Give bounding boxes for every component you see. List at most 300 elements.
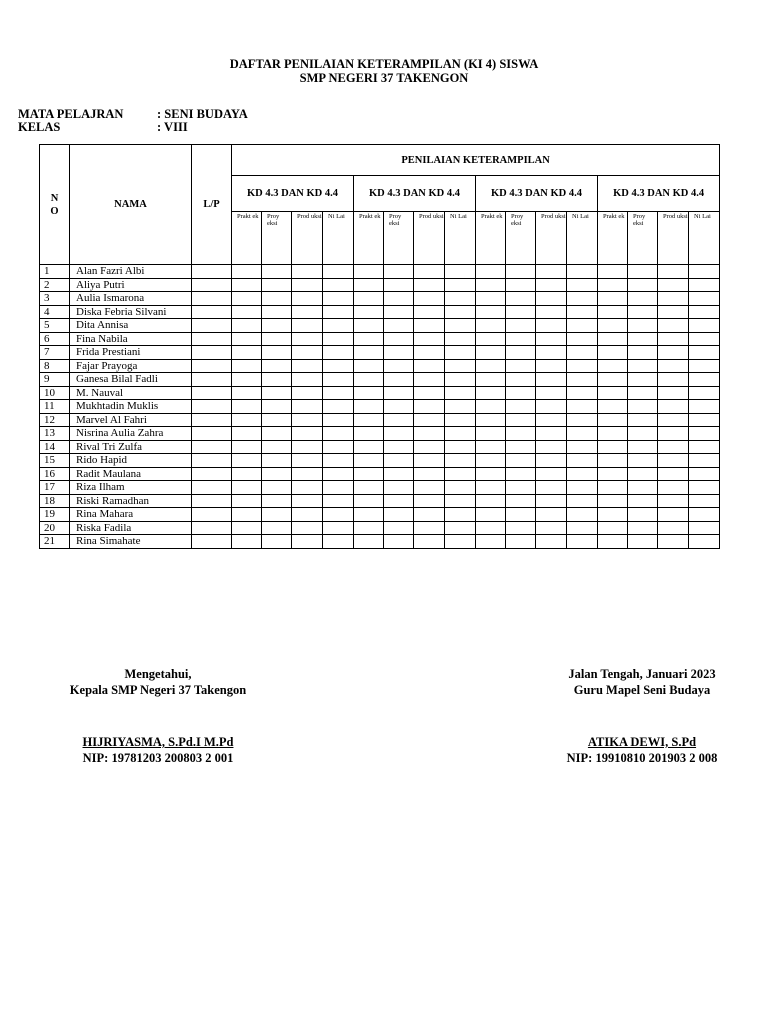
score-cell	[292, 332, 323, 346]
score-cell	[689, 386, 720, 400]
score-cell	[262, 265, 292, 279]
score-cell	[384, 305, 414, 319]
score-cell	[414, 359, 445, 373]
score-cell	[323, 494, 354, 508]
sub-column-header: Proy eksi	[262, 212, 292, 265]
right-signer-name: ATIKA DEWI, S.Pd	[587, 735, 697, 749]
score-cell	[567, 440, 598, 454]
score-cell	[232, 386, 262, 400]
score-cell	[445, 427, 476, 441]
table-row	[40, 292, 720, 306]
score-cell	[262, 319, 292, 333]
score-cell	[292, 373, 323, 387]
student-name: Aliya Putri	[70, 278, 192, 292]
score-cell	[292, 454, 323, 468]
score-cell	[445, 346, 476, 360]
score-cell	[414, 467, 445, 481]
score-cell	[445, 400, 476, 414]
score-cell	[354, 413, 384, 427]
student-name: Marvel Al Fahri	[70, 413, 192, 427]
score-cell	[323, 265, 354, 279]
signature-left	[58, 666, 258, 766]
score-cell	[232, 427, 262, 441]
score-cell	[323, 481, 354, 495]
gender-cell	[192, 494, 232, 508]
score-cell	[476, 413, 506, 427]
table-row	[40, 265, 720, 279]
score-cell	[232, 440, 262, 454]
score-cell	[567, 400, 598, 414]
score-cell	[567, 413, 598, 427]
score-cell	[689, 278, 720, 292]
score-cell	[292, 292, 323, 306]
score-cell	[354, 467, 384, 481]
score-cell	[354, 332, 384, 346]
table-row	[40, 494, 720, 508]
student-number: 12	[40, 413, 70, 427]
score-cell	[232, 508, 262, 522]
score-cell	[292, 265, 323, 279]
score-cell	[323, 400, 354, 414]
score-cell	[689, 346, 720, 360]
sub-column-header: Prod uksi	[414, 212, 445, 265]
score-cell	[628, 292, 658, 306]
score-cell	[536, 346, 567, 360]
score-cell	[689, 521, 720, 535]
score-cell	[445, 265, 476, 279]
score-cell	[506, 467, 536, 481]
score-cell	[354, 346, 384, 360]
score-cell	[658, 440, 689, 454]
score-cell	[354, 454, 384, 468]
score-cell	[292, 319, 323, 333]
score-cell	[414, 521, 445, 535]
score-cell	[414, 494, 445, 508]
student-rows	[40, 265, 720, 549]
score-cell	[628, 332, 658, 346]
score-cell	[598, 427, 628, 441]
score-cell	[232, 481, 262, 495]
score-cell	[384, 413, 414, 427]
score-cell	[354, 427, 384, 441]
score-cell	[689, 494, 720, 508]
score-cell	[476, 521, 506, 535]
score-cell	[384, 319, 414, 333]
score-cell	[506, 427, 536, 441]
score-cell	[536, 467, 567, 481]
sub-column-header: Prod uksi	[292, 212, 323, 265]
student-name: Rina Simahate	[70, 535, 192, 549]
student-number: 6	[40, 332, 70, 346]
score-cell	[536, 481, 567, 495]
score-cell	[536, 521, 567, 535]
score-cell	[262, 386, 292, 400]
score-cell	[598, 440, 628, 454]
score-cell	[414, 413, 445, 427]
score-cell	[658, 292, 689, 306]
sub-column-header: Prakt ek	[598, 212, 628, 265]
gender-cell	[192, 346, 232, 360]
class-info	[18, 120, 188, 134]
score-cell	[232, 346, 262, 360]
score-cell	[658, 373, 689, 387]
score-cell	[232, 278, 262, 292]
score-cell	[292, 386, 323, 400]
score-cell	[506, 292, 536, 306]
score-cell	[689, 427, 720, 441]
score-cell	[567, 454, 598, 468]
score-cell	[598, 481, 628, 495]
score-cell	[567, 373, 598, 387]
score-cell	[414, 481, 445, 495]
score-cell	[354, 481, 384, 495]
score-cell	[323, 413, 354, 427]
student-number: 10	[40, 386, 70, 400]
score-cell	[292, 359, 323, 373]
kd-group-header: KD 4.3 DAN KD 4.4	[354, 176, 476, 212]
score-cell	[476, 440, 506, 454]
score-cell	[384, 373, 414, 387]
score-cell	[628, 413, 658, 427]
student-number: 1	[40, 265, 70, 279]
gender-cell	[192, 386, 232, 400]
score-cell	[323, 373, 354, 387]
gender-cell	[192, 454, 232, 468]
score-cell	[658, 359, 689, 373]
score-cell	[354, 265, 384, 279]
score-cell	[262, 454, 292, 468]
sub-column-header: Prakt ek	[476, 212, 506, 265]
class-value: : VIII	[157, 120, 188, 134]
score-cell	[658, 454, 689, 468]
score-cell	[658, 278, 689, 292]
score-cell	[354, 440, 384, 454]
score-cell	[414, 292, 445, 306]
score-cell	[323, 454, 354, 468]
score-cell	[292, 508, 323, 522]
subject-value: : SENI BUDAYA	[157, 107, 248, 121]
score-cell	[384, 427, 414, 441]
score-cell	[567, 305, 598, 319]
table-header	[40, 145, 720, 265]
score-cell	[598, 265, 628, 279]
score-cell	[689, 332, 720, 346]
score-cell	[232, 400, 262, 414]
score-cell	[445, 319, 476, 333]
score-cell	[536, 494, 567, 508]
score-cell	[628, 535, 658, 549]
score-cell	[384, 265, 414, 279]
score-cell	[232, 319, 262, 333]
score-cell	[536, 440, 567, 454]
score-cell	[384, 535, 414, 549]
table-row	[40, 400, 720, 414]
gender-cell	[192, 467, 232, 481]
score-cell	[323, 508, 354, 522]
score-cell	[506, 521, 536, 535]
sub-column-header: Ni Lai	[689, 212, 720, 265]
table-row	[40, 278, 720, 292]
score-cell	[262, 467, 292, 481]
score-cell	[445, 508, 476, 522]
gender-cell	[192, 400, 232, 414]
score-cell	[476, 305, 506, 319]
right-line2: Guru Mapel Seni Budaya	[573, 683, 711, 697]
score-cell	[628, 481, 658, 495]
score-cell	[506, 386, 536, 400]
score-cell	[232, 521, 262, 535]
score-cell	[628, 346, 658, 360]
score-cell	[262, 278, 292, 292]
score-cell	[628, 467, 658, 481]
score-cell	[689, 508, 720, 522]
score-cell	[445, 467, 476, 481]
gender-cell	[192, 373, 232, 387]
score-cell	[384, 332, 414, 346]
score-cell	[628, 305, 658, 319]
score-cell	[445, 332, 476, 346]
score-cell	[354, 359, 384, 373]
student-name: Dita Annisa	[70, 319, 192, 333]
left-line2: Kepala SMP Negeri 37 Takengon	[69, 683, 247, 697]
score-cell	[628, 319, 658, 333]
score-cell	[445, 521, 476, 535]
score-cell	[567, 467, 598, 481]
score-cell	[323, 292, 354, 306]
score-cell	[292, 440, 323, 454]
score-cell	[689, 481, 720, 495]
score-cell	[567, 521, 598, 535]
score-cell	[598, 535, 628, 549]
score-cell	[506, 332, 536, 346]
score-cell	[354, 373, 384, 387]
score-cell	[445, 481, 476, 495]
score-cell	[658, 521, 689, 535]
score-cell	[292, 494, 323, 508]
score-cell	[506, 373, 536, 387]
student-name: Diska Febria Silvani	[70, 305, 192, 319]
signature-right	[552, 666, 732, 766]
score-cell	[323, 427, 354, 441]
table-row	[40, 454, 720, 468]
gender-cell	[192, 427, 232, 441]
score-cell	[476, 265, 506, 279]
score-cell	[536, 454, 567, 468]
score-cell	[476, 346, 506, 360]
score-cell	[384, 508, 414, 522]
score-cell	[262, 346, 292, 360]
left-signer-name: HIJRIYASMA, S.Pd.I M.Pd	[82, 735, 234, 749]
score-cell	[384, 494, 414, 508]
score-cell	[536, 319, 567, 333]
score-cell	[414, 319, 445, 333]
score-cell	[262, 440, 292, 454]
student-number: 7	[40, 346, 70, 360]
table-row	[40, 508, 720, 522]
sub-column-header: Prakt ek	[232, 212, 262, 265]
score-cell	[323, 440, 354, 454]
score-cell	[445, 440, 476, 454]
score-cell	[567, 508, 598, 522]
score-cell	[445, 359, 476, 373]
score-cell	[232, 413, 262, 427]
gender-cell	[192, 305, 232, 319]
score-cell	[506, 508, 536, 522]
score-cell	[445, 278, 476, 292]
score-cell	[506, 413, 536, 427]
student-name: Riska Fadila	[70, 521, 192, 535]
score-cell	[689, 359, 720, 373]
score-cell	[262, 332, 292, 346]
score-cell	[628, 427, 658, 441]
student-name: Alan Fazri Albi	[70, 265, 192, 279]
score-cell	[232, 467, 262, 481]
score-cell	[414, 346, 445, 360]
score-cell	[262, 521, 292, 535]
score-cell	[598, 400, 628, 414]
score-cell	[506, 440, 536, 454]
score-cell	[689, 400, 720, 414]
score-cell	[445, 373, 476, 387]
score-cell	[262, 494, 292, 508]
score-cell	[232, 454, 262, 468]
score-cell	[384, 521, 414, 535]
score-cell	[689, 454, 720, 468]
score-cell	[414, 454, 445, 468]
score-cell	[476, 400, 506, 414]
score-cell	[536, 332, 567, 346]
score-cell	[658, 467, 689, 481]
score-cell	[689, 467, 720, 481]
student-name: Fajar Prayoga	[70, 359, 192, 373]
score-cell	[506, 346, 536, 360]
score-cell	[689, 413, 720, 427]
score-cell	[536, 359, 567, 373]
score-cell	[689, 535, 720, 549]
subject-info	[18, 107, 248, 121]
sub-column-header: Proy eksi	[628, 212, 658, 265]
student-number: 11	[40, 400, 70, 414]
kd-group-header: KD 4.3 DAN KD 4.4	[598, 176, 720, 212]
score-cell	[414, 400, 445, 414]
score-cell	[414, 373, 445, 387]
score-cell	[536, 305, 567, 319]
score-cell	[384, 346, 414, 360]
gender-cell	[192, 332, 232, 346]
score-cell	[384, 292, 414, 306]
score-cell	[536, 427, 567, 441]
score-cell	[476, 467, 506, 481]
score-cell	[476, 373, 506, 387]
score-cell	[292, 427, 323, 441]
score-cell	[354, 400, 384, 414]
score-cell	[658, 508, 689, 522]
score-cell	[506, 535, 536, 549]
score-cell	[658, 386, 689, 400]
gender-cell	[192, 481, 232, 495]
score-cell	[292, 467, 323, 481]
header-name: NAMA	[70, 145, 192, 265]
score-cell	[414, 535, 445, 549]
left-line1: Mengetahui,	[124, 667, 192, 681]
score-cell	[567, 346, 598, 360]
sub-column-header: Ni Lai	[445, 212, 476, 265]
score-cell	[598, 305, 628, 319]
score-cell	[414, 427, 445, 441]
gender-cell	[192, 319, 232, 333]
table-row	[40, 481, 720, 495]
gender-cell	[192, 292, 232, 306]
sub-column-header: Prod uksi	[536, 212, 567, 265]
score-cell	[506, 481, 536, 495]
score-cell	[262, 481, 292, 495]
sub-column-header: Prakt ek	[354, 212, 384, 265]
student-name: Radit Maulana	[70, 467, 192, 481]
table-row	[40, 319, 720, 333]
student-name: Rival Tri Zulfa	[70, 440, 192, 454]
score-cell	[445, 386, 476, 400]
score-cell	[628, 494, 658, 508]
gender-cell	[192, 265, 232, 279]
score-cell	[658, 265, 689, 279]
score-cell	[414, 440, 445, 454]
score-cell	[598, 373, 628, 387]
score-cell	[232, 494, 262, 508]
score-cell	[292, 346, 323, 360]
score-cell	[689, 292, 720, 306]
student-name: Riski Ramadhan	[70, 494, 192, 508]
score-cell	[598, 508, 628, 522]
score-cell	[384, 278, 414, 292]
score-cell	[476, 278, 506, 292]
score-cell	[628, 278, 658, 292]
student-name: M. Nauval	[70, 386, 192, 400]
score-cell	[476, 359, 506, 373]
sub-column-header: Ni Lai	[323, 212, 354, 265]
student-name: Frida Prestiani	[70, 346, 192, 360]
score-cell	[476, 508, 506, 522]
score-cell	[658, 400, 689, 414]
student-number: 19	[40, 508, 70, 522]
score-cell	[567, 332, 598, 346]
score-cell	[598, 494, 628, 508]
score-cell	[292, 400, 323, 414]
score-cell	[232, 373, 262, 387]
score-cell	[414, 305, 445, 319]
score-cell	[384, 467, 414, 481]
score-cell	[598, 386, 628, 400]
score-cell	[658, 319, 689, 333]
score-cell	[536, 292, 567, 306]
score-cell	[354, 508, 384, 522]
score-cell	[232, 305, 262, 319]
header-no-text: N O	[50, 192, 59, 217]
gender-cell	[192, 521, 232, 535]
score-cell	[323, 305, 354, 319]
score-cell	[567, 319, 598, 333]
score-cell	[445, 292, 476, 306]
score-cell	[354, 319, 384, 333]
sub-column-header: Ni Lai	[567, 212, 598, 265]
score-cell	[567, 265, 598, 279]
score-cell	[232, 265, 262, 279]
score-cell	[628, 386, 658, 400]
score-cell	[354, 521, 384, 535]
header-penilaian: PENILAIAN KETERAMPILAN	[232, 145, 720, 176]
score-cell	[323, 332, 354, 346]
score-cell	[567, 535, 598, 549]
score-cell	[628, 508, 658, 522]
